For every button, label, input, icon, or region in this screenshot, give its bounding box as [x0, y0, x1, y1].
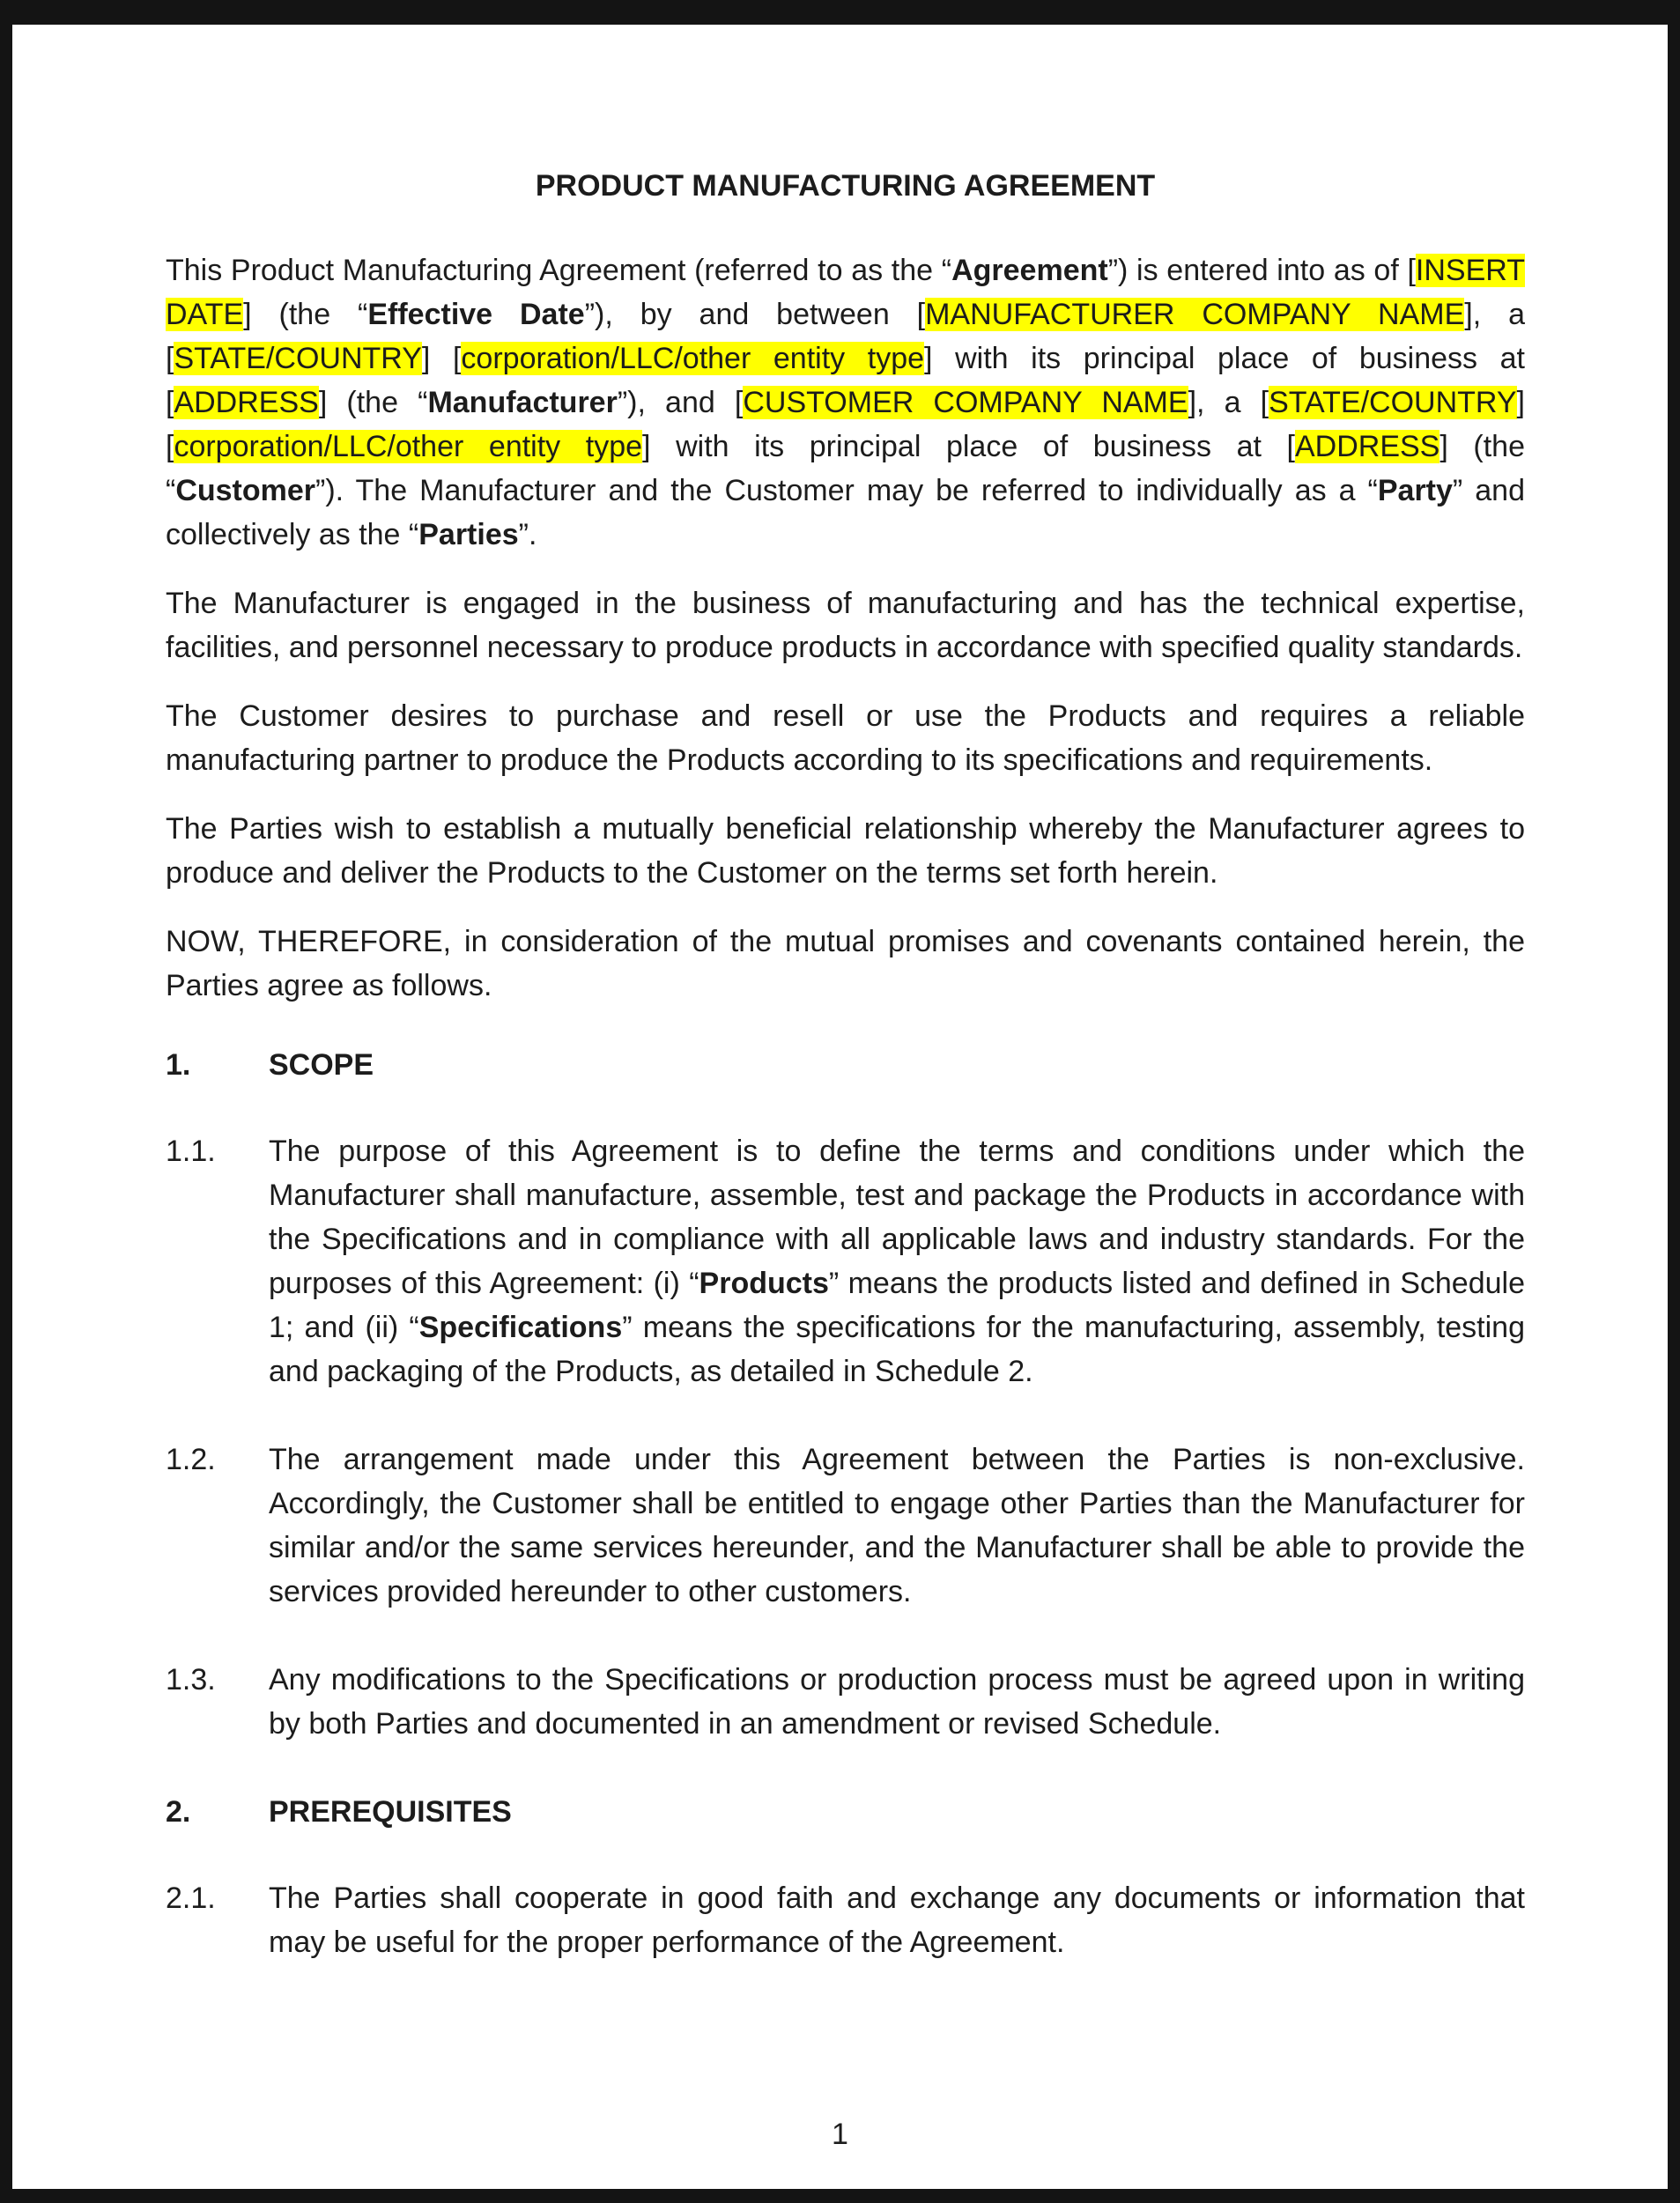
intro-paragraph-3: The Customer desires to purchase and resell or use the Products and requires a reliable manufacturing partner to produce the Products according to its specifications and requirements.: [166, 699, 1525, 777]
clause-1-2: [166, 1438, 1525, 1614]
clause-number: 2.1.: [166, 1881, 216, 1915]
section-heading-prerequisites: [166, 1790, 1525, 1834]
section-number: 1.: [166, 1048, 191, 1082]
clause-number: 1.3.: [166, 1663, 216, 1697]
clause-number: 1.2.: [166, 1443, 216, 1476]
section-number: 2.: [166, 1795, 191, 1829]
intro-paragraph-4: The Parties wish to establish a mutually beneficial relationship whereby the Manufacturer agrees to produce and deliver the Products to the Customer on the terms set forth herein.: [166, 812, 1525, 890]
page-number: 1: [832, 2118, 848, 2151]
clause-text: The arrangement made under this Agreement between the Parties is non-exclusive. Accordingly, the Customer shall be entitled to engage other Parties than the Manufacturer for similar and/or the same services hereunder, and the Manufacturer shall be able to provide the services provided hereunder to other customers.: [269, 1443, 1525, 1608]
section-title: PREREQUISITES: [269, 1795, 512, 1829]
section-heading-scope: [166, 1043, 1525, 1087]
intro-paragraph-2: The Manufacturer is engaged in the business of manufacturing and has the technical expertise, facilities, and personnel necessary to produce products in accordance with specified quality standards.: [166, 587, 1525, 664]
clause-1-1: [166, 1129, 1525, 1394]
clause-text: The purpose of this Agreement is to define the terms and conditions under which the Manufacturer shall manufacture, assemble, test and package the Products in accordance with the Specifications and in compliance with all applicable laws and industry standards. For the purposes of this Agreement: (i) “Products” means the products listed and defined in Schedule 1; and (ii) “Specifications” means the specifications for the manufacturing, assembly, testing and packaging of the Products, as detailed in Schedule 2.: [269, 1135, 1525, 1388]
document-content: [12, 25, 1668, 1964]
document-title: PRODUCT MANUFACTURING AGREEMENT: [535, 169, 1156, 203]
clause-2-1: [166, 1876, 1525, 1964]
section-title: SCOPE: [269, 1048, 374, 1082]
intro-paragraph-1: This Product Manufacturing Agreement (referred to as the “Agreement”) is entered into as of [INSERT DATE] (the “Effective Date”), by and between [MANUFACTURER COMPANY NAME], a [STATE/COUNTRY] [corporation/LLC/other entity type] with its principal place of business at [ADDRESS] (the “Manufacturer”), and [CUSTOMER COMPANY NAME], a [STATE/COUNTRY] [corporation/LLC/other entity type] with its principal place of business at [ADDRESS] (the “Customer”). The Manufacturer and the Customer may be referred to individually as a “Party” and collectively as the “Parties”.: [166, 254, 1526, 551]
intro-paragraph-5: NOW, THEREFORE, in consideration of the mutual promises and covenants contained herein, the Parties agree as follows.: [166, 925, 1525, 1002]
clause-text: Any modifications to the Specifications or production process must be agreed upon in writing by both Parties and documented in an amendment or revised Schedule.: [269, 1663, 1525, 1741]
clause-text: The Parties shall cooperate in good faith and exchange any documents or information that may be useful for the proper performance of the Agreement.: [269, 1881, 1525, 1959]
clause-1-3: [166, 1658, 1525, 1746]
clause-number: 1.1.: [166, 1135, 216, 1168]
